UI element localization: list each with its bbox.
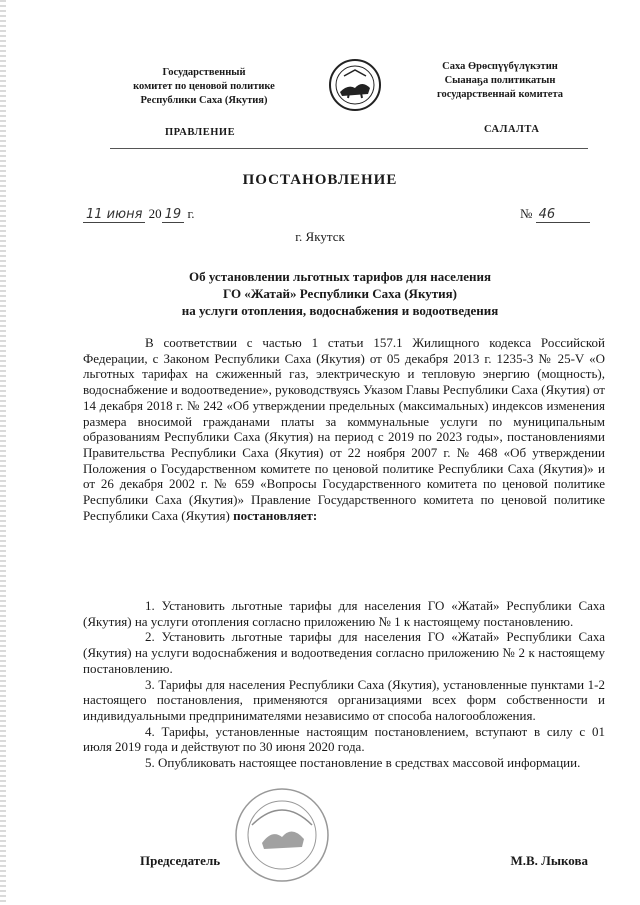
document-date xyxy=(83,206,195,223)
list-item: 2. Установить льготные тарифы для населения ГО «Жатай» Республики Саха (Якутия) на услуги водоснабжения и водоотведения согласно приложению № 2 к настоящему постановлению. xyxy=(83,629,605,676)
subject-line: Об установлении льготных тарифов для населения xyxy=(188,269,492,284)
document-type: ПОСТАНОВЛЕНИЕ xyxy=(242,172,398,188)
number-value: 46 xyxy=(536,207,590,223)
org-line: комитет по ценовой политике xyxy=(133,81,275,92)
list-item: 3. Тарифы для населения Республики Саха (Якутия), установленные пунктами 1-2 настоящего постановления, применяются организациями всех форм собственности и индивидуальными предпринимателями независимо от способа налогообложения. xyxy=(83,676,605,723)
org-line: Сыанаҕа политикатын xyxy=(444,75,556,86)
official-seal-stamp xyxy=(232,785,332,885)
subject-line: на услуги отопления, водоснабжения и водоотведения xyxy=(181,303,499,318)
date-suffix: г. xyxy=(187,206,195,221)
number-label: № xyxy=(520,206,533,221)
org-name-ru xyxy=(110,66,298,108)
scan-edge xyxy=(0,0,6,905)
board-label-ru: ПРАВЛЕНИЕ xyxy=(165,127,236,138)
org-line: Саха Өрөспүүбүлүкэтин xyxy=(442,61,558,72)
list-item: 4. Тарифы, установленные настоящим постановлением, вступают в силу с 01 июля 2019 года и действуют по 30 июня 2020 года. xyxy=(83,723,605,755)
org-line: Республики Саха (Якутия) xyxy=(140,95,268,106)
list-item: 5. Опубликовать настоящее постановление в средствах массовой информации. xyxy=(145,755,581,771)
document-number xyxy=(520,206,590,223)
date-year: 19 xyxy=(162,207,185,223)
document-subject xyxy=(80,268,600,319)
coat-of-arms-emblem xyxy=(328,58,382,112)
board-label-sakha: САЛАЛТА xyxy=(484,124,540,135)
signatory-title: Председатель xyxy=(140,853,221,868)
preamble-decision: постановляет: xyxy=(233,507,318,523)
org-line: государственнай комитета xyxy=(437,89,563,100)
signatory-name: М.В. Лыкова xyxy=(510,853,588,868)
header-divider xyxy=(110,148,588,149)
org-line: Государственный xyxy=(162,67,246,78)
date-prefix: 20 xyxy=(148,206,162,221)
list-item: 1. Установить льготные тарифы для населения ГО «Жатай» Республики Саха (Якутия) на услуги отопления согласно приложению № 1 к настоящему постановлению. xyxy=(83,598,605,629)
date-day: 11 июня xyxy=(83,207,145,223)
subject-line: ГО «Жатай» Республики Саха (Якутия) xyxy=(223,286,457,301)
preamble-text: В соответствии с частью 1 статьи 157.1 Жилищного кодекса Российской Федерации, с Законом Республики Саха (Якутия) от 05 декабря 2013 г. 1235-3 № 25-V «О льготных тарифах на сжиженный газ, электрическую и тепловую энергию (мощность), водоснабжение и водоотведение», руководствуясь Указом Главы Республики Саха (Якутия) от 14 декабря 2018 г. № 242 «Об утверждении предельных (максимальных) индексов изменения размера вносимой гражданами платы за коммунальные услуги по муниципальным образованиям Республики Саха (Якутия) на период с 2019 по 2023 годы», постановлениями Правительства Республики Саха (Якутия) от 22 ноября 2007 г. № 468 «Об утверждении Положения о Государственном комитете по ценовой политике Республики Саха (Якутия)» и от 26 декабря 2002 г. № 659 «Вопросы Государственного комитета по ценовой политике Республики Саха (Якутия)» Правление Государственного комитета по ценовой политике Республики Саха (Якутия) xyxy=(83,335,605,523)
city: г. Якутск xyxy=(295,229,345,244)
org-name-sakha xyxy=(400,60,600,102)
resolution-items xyxy=(83,598,605,771)
preamble-paragraph xyxy=(83,335,605,523)
